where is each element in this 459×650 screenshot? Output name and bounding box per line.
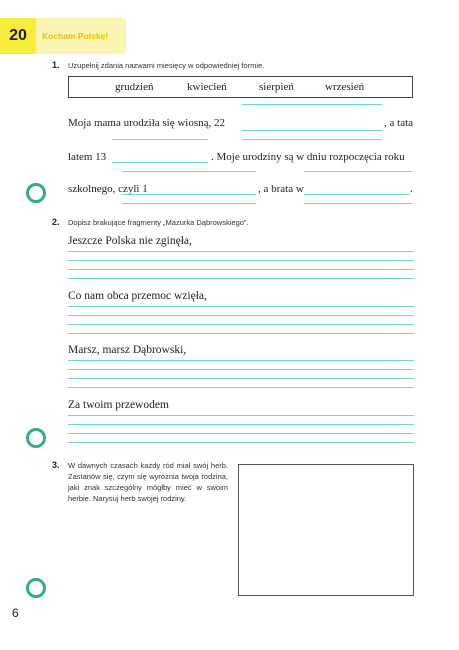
word-bank-item: grudzień	[115, 81, 154, 93]
task-2-instruction: Dopisz brakujące fragmenty „Mazurka Dąbrowskiego”.	[68, 218, 249, 227]
answer-line[interactable]	[112, 139, 208, 140]
anthem-line-3: Marsz, marsz Dąbrowski,	[68, 344, 187, 356]
sentence-3-mid: , a brata w	[258, 183, 304, 195]
task-3-instruction: W dawnych czasach każdy ród miał swój herb. Zastanów się, czym się wyróżnia twoja rodzina, jaki znak szczególny mógłby mieć w swoim herbie. Narysuj herb swojej rodziny.	[68, 461, 228, 503]
sentence-1-start: Moja mama urodziła się wiosną, 22	[68, 117, 226, 129]
task-2-number: 2.	[52, 217, 60, 227]
word-bank-item: wrzesień	[325, 81, 365, 93]
answer-line[interactable]	[68, 260, 414, 261]
answer-line[interactable]	[122, 194, 256, 195]
task-1-number: 1.	[52, 60, 60, 70]
progress-circle-icon	[26, 183, 46, 203]
answer-line[interactable]	[68, 378, 414, 379]
task-3-number: 3.	[52, 460, 60, 470]
unit-title: Kocham Polskę!	[36, 18, 126, 54]
sentence-1-end: , a tata	[384, 117, 414, 129]
answer-line[interactable]	[304, 194, 410, 195]
word-bank-item: kwiecień	[187, 81, 227, 93]
answer-line[interactable]	[304, 171, 412, 172]
sentence-2-start: latem 13	[68, 151, 107, 163]
answer-line[interactable]	[68, 442, 414, 443]
answer-line[interactable]	[68, 269, 414, 270]
sentence-2-end: . Moje urodziny są w dniu rozpoczęcia roku	[211, 151, 405, 163]
answer-line[interactable]	[68, 251, 414, 252]
answer-line[interactable]	[112, 162, 208, 163]
answer-line[interactable]	[68, 324, 414, 325]
progress-circle-icon	[26, 578, 46, 598]
anthem-line-4: Za twoim przewodem	[68, 399, 169, 411]
answer-line[interactable]	[68, 360, 414, 361]
answer-line[interactable]	[68, 278, 414, 279]
answer-line[interactable]	[68, 433, 414, 434]
answer-line[interactable]	[68, 415, 414, 416]
anthem-line-2: Co nam obca przemoc wzięła,	[68, 290, 207, 302]
answer-line[interactable]	[68, 387, 414, 388]
answer-line[interactable]	[68, 333, 414, 334]
word-bank-item: sierpień	[259, 81, 294, 93]
unit-number: 20	[0, 18, 36, 54]
answer-line[interactable]	[68, 306, 414, 307]
anthem-line-1: Jeszcze Polska nie zginęła,	[68, 235, 192, 247]
progress-circle-icon	[26, 428, 46, 448]
page-number: 6	[12, 606, 19, 620]
answer-line[interactable]	[242, 130, 382, 131]
word-bank-box	[68, 76, 413, 98]
sentence-3-start: szkolnego, czyli 1	[68, 183, 148, 195]
answer-line[interactable]	[68, 369, 414, 370]
task-1-instruction: Uzupełnij zdania nazwami miesięcy w odpowiedniej formie.	[68, 61, 265, 70]
answer-line[interactable]	[242, 139, 382, 140]
answer-line[interactable]	[304, 203, 412, 204]
sentence-3-end: .	[410, 183, 413, 195]
answer-line[interactable]	[242, 104, 382, 105]
answer-line[interactable]	[122, 203, 256, 204]
answer-line[interactable]	[122, 171, 256, 172]
answer-line[interactable]	[68, 315, 414, 316]
answer-line[interactable]	[68, 424, 414, 425]
coat-of-arms-drawing-area[interactable]	[238, 464, 414, 596]
